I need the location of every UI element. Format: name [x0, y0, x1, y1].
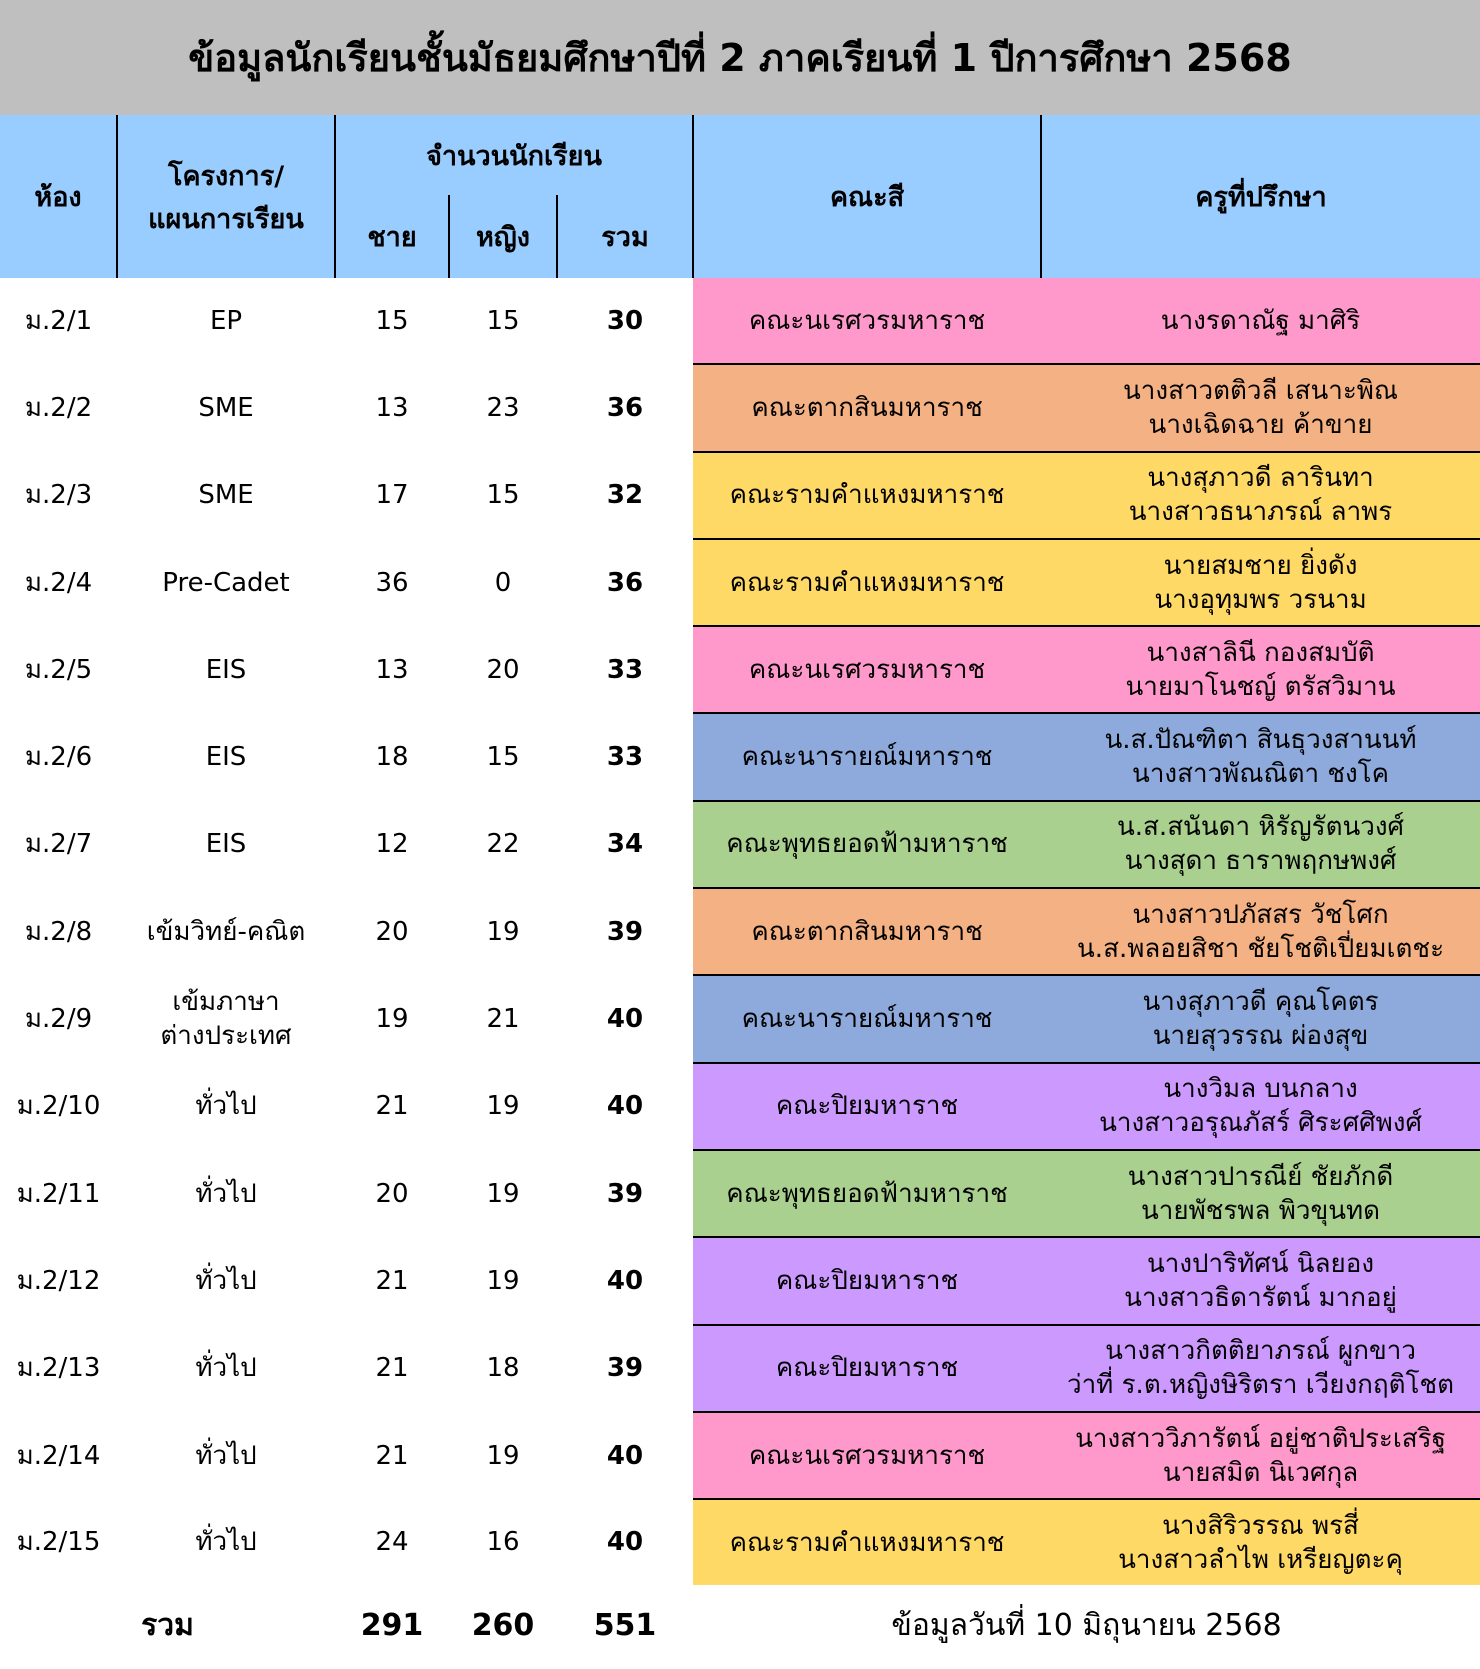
cell-advisor-line: นางสุดา ธาราพฤกษพงศ์ — [1124, 846, 1397, 877]
cell-female-line: 20 — [486, 654, 520, 685]
header-male: ชาย — [335, 195, 449, 278]
cell-room — [0, 1150, 117, 1237]
table-body — [0, 278, 1480, 1585]
cell-advisor-line: นางสาวปารณีย์ ชัยภักดี — [1127, 1161, 1394, 1192]
cell-total — [557, 1325, 693, 1412]
cell-male-line: 13 — [375, 392, 409, 423]
cell-male-line: 21 — [375, 1440, 409, 1471]
cell-total-line: 33 — [606, 742, 644, 773]
cell-male — [335, 1237, 449, 1324]
cell-room-line: ม.2/3 — [24, 480, 93, 511]
cell-room-line: ม.2/7 — [24, 829, 93, 860]
footer-label: รวม — [141, 1607, 194, 1643]
cell-faction — [693, 975, 1041, 1062]
cell-male-line: 36 — [375, 567, 409, 598]
cell-faction-line: คณะนเรศวรมหาราช — [748, 305, 986, 336]
table-header — [0, 115, 1480, 278]
cell-advisor-line: นางสุภาวดี คุณโคตร — [1142, 987, 1379, 1018]
header-program-line2: แผนการเรียน — [148, 203, 304, 235]
cell-total — [557, 626, 693, 713]
cell-total — [557, 364, 693, 451]
cell-faction-line: คณะรามคำแหงมหาราช — [729, 480, 1005, 511]
cell-advisor-line: นางสาวลำไพ เหรียญตะคุ — [1118, 1544, 1403, 1575]
cell-program — [117, 1499, 335, 1585]
header-total: รวม — [557, 195, 693, 278]
cell-male-line: 21 — [375, 1091, 409, 1122]
table-row — [0, 1237, 1480, 1324]
cell-male-line: 13 — [375, 654, 409, 685]
cell-male — [335, 626, 449, 713]
cell-male — [335, 1499, 449, 1585]
cell-room-line: ม.2/14 — [16, 1440, 101, 1471]
cell-female — [449, 539, 557, 626]
cell-faction — [693, 1063, 1041, 1150]
table-row — [0, 1412, 1480, 1499]
student-table — [0, 115, 1480, 1585]
header-program — [117, 115, 335, 278]
cell-advisor — [1041, 1499, 1480, 1585]
cell-advisor-line: นายมาโนชญ์ ตรัสวิมาน — [1125, 671, 1396, 702]
cell-female — [449, 801, 557, 888]
cell-female — [449, 1412, 557, 1499]
cell-faction-line: คณะนเรศวรมหาราช — [748, 654, 986, 685]
cell-advisor-line: นายพัชรพล พิวขุนทด — [1141, 1195, 1381, 1226]
cell-total — [557, 1150, 693, 1237]
cell-faction-line: คณะพุทธยอดฟ้ามหาราช — [726, 1178, 1008, 1209]
cell-room — [0, 888, 117, 975]
cell-room — [0, 1412, 117, 1499]
cell-male — [335, 1150, 449, 1237]
cell-room — [0, 539, 117, 626]
cell-room-line: ม.2/5 — [24, 654, 93, 685]
cell-room — [0, 1325, 117, 1412]
cell-faction — [693, 364, 1041, 451]
cell-faction-line: คณะรามคำแหงมหาราช — [729, 567, 1005, 598]
cell-program — [117, 801, 335, 888]
cell-advisor — [1041, 1150, 1480, 1237]
cell-male-line: 18 — [375, 742, 409, 773]
cell-male-line: 21 — [375, 1353, 409, 1384]
footer-note: ข้อมูลวันที่ 10 มิถุนายน 2568 — [891, 1607, 1282, 1643]
cell-female — [449, 1150, 557, 1237]
cell-program — [117, 452, 335, 539]
cell-total — [557, 801, 693, 888]
cell-program-line: EIS — [205, 829, 247, 860]
cell-advisor — [1041, 539, 1480, 626]
cell-faction — [693, 539, 1041, 626]
cell-advisor-line: นางรดาณัฐ มาศิริ — [1160, 305, 1361, 336]
cell-female-line: 19 — [486, 1178, 520, 1209]
cell-program-line: เข้มวิทย์-คณิต — [146, 916, 306, 947]
cell-total-line: 40 — [606, 1265, 644, 1296]
cell-total — [557, 888, 693, 975]
cell-total-line: 34 — [606, 829, 644, 860]
cell-female-line: 15 — [486, 742, 520, 773]
cell-male — [335, 539, 449, 626]
cell-male — [335, 1063, 449, 1150]
cell-female — [449, 1325, 557, 1412]
cell-faction-line: คณะนารายณ์มหาราช — [741, 742, 993, 773]
cell-advisor-line: ว่าที่ ร.ต.หญิงษิริตรา เวียงกฤติโชต — [1066, 1370, 1455, 1401]
table-row — [0, 888, 1480, 975]
cell-total-line: 32 — [606, 480, 644, 511]
table-row — [0, 975, 1480, 1062]
cell-total — [557, 1412, 693, 1499]
cell-total — [557, 1063, 693, 1150]
cell-faction-line: คณะปิยมหาราช — [775, 1353, 959, 1384]
cell-female-line: 19 — [486, 1091, 520, 1122]
table-row — [0, 1499, 1480, 1585]
cell-advisor-line: นางสาวตติวลี เสนาะพิณ — [1123, 375, 1399, 406]
cell-faction-line: คณะปิยมหาราช — [775, 1091, 959, 1122]
cell-advisor — [1041, 1412, 1480, 1499]
cell-advisor-line: นางสาวพัณณิตา ชงโค — [1132, 759, 1390, 790]
cell-male-line: 17 — [375, 480, 409, 511]
header-advisor: ครูที่ปรึกษา — [1041, 115, 1480, 278]
cell-advisor-line: น.ส.พลอยสิชา ชัยโชติเปี่ยมเตชะ — [1077, 933, 1445, 964]
cell-advisor-line: นางปาริทัศน์ นิลยอง — [1146, 1248, 1375, 1279]
cell-male — [335, 1412, 449, 1499]
table-row — [0, 1150, 1480, 1237]
cell-program — [117, 975, 335, 1062]
cell-male-line: 20 — [375, 916, 409, 947]
cell-program — [117, 1150, 335, 1237]
cell-advisor-line: นายสมิต นิเวศกุล — [1162, 1457, 1359, 1488]
cell-room-line: ม.2/11 — [16, 1178, 101, 1209]
cell-total-line: 40 — [606, 1004, 644, 1035]
cell-program — [117, 1063, 335, 1150]
cell-male-line: 15 — [375, 306, 409, 337]
cell-total-line: 40 — [606, 1091, 644, 1122]
cell-advisor — [1041, 1325, 1480, 1412]
cell-advisor-line: นางอุทุมพร วรนาม — [1154, 584, 1367, 615]
cell-program-line: เข้มภาษา — [172, 987, 280, 1018]
cell-male — [335, 364, 449, 451]
cell-room — [0, 452, 117, 539]
header-students: จำนวนนักเรียน — [335, 115, 693, 195]
cell-room — [0, 801, 117, 888]
cell-advisor — [1041, 713, 1480, 800]
cell-female-line: 0 — [494, 567, 512, 598]
cell-room-line: ม.2/4 — [24, 567, 93, 598]
cell-room — [0, 1063, 117, 1150]
table-row — [0, 364, 1480, 451]
cell-program — [117, 539, 335, 626]
cell-program-line: ทั่วไป — [195, 1265, 257, 1296]
table-row — [0, 539, 1480, 626]
table-row — [0, 1325, 1480, 1412]
cell-total — [557, 539, 693, 626]
cell-total-line: 33 — [606, 654, 644, 685]
cell-faction — [693, 1325, 1041, 1412]
cell-female — [449, 1499, 557, 1585]
cell-faction-line: คณะนารายณ์มหาราช — [741, 1004, 993, 1035]
cell-total-line: 36 — [606, 567, 644, 598]
cell-female-line: 22 — [486, 829, 520, 860]
cell-female — [449, 626, 557, 713]
cell-male — [335, 713, 449, 800]
cell-faction — [693, 452, 1041, 539]
cell-advisor-line: น.ส.สนันดา หิรัญรัตนวงศ์ — [1117, 812, 1405, 843]
cell-female — [449, 278, 557, 364]
cell-faction — [693, 1499, 1041, 1585]
cell-room-line: ม.2/6 — [24, 742, 93, 773]
cell-program-line: ทั่วไป — [195, 1178, 257, 1209]
cell-program-line: Pre-Cadet — [162, 567, 290, 598]
cell-female-line: 23 — [486, 392, 520, 423]
cell-advisor — [1041, 1063, 1480, 1150]
cell-faction — [693, 278, 1041, 364]
cell-program — [117, 1412, 335, 1499]
cell-male-line: 24 — [375, 1527, 409, 1558]
cell-advisor-line: นางวิมล บนกลาง — [1163, 1074, 1358, 1105]
cell-faction — [693, 888, 1041, 975]
cell-faction — [693, 1412, 1041, 1499]
table-row — [0, 801, 1480, 888]
cell-male — [335, 975, 449, 1062]
cell-room — [0, 278, 117, 364]
cell-female — [449, 452, 557, 539]
cell-faction — [693, 626, 1041, 713]
table-row — [0, 278, 1480, 364]
cell-faction — [693, 801, 1041, 888]
cell-room — [0, 364, 117, 451]
cell-advisor-line: นางสาวธิดารัตน์ มากอยู่ — [1124, 1282, 1397, 1313]
cell-male — [335, 278, 449, 364]
cell-total-line: 39 — [606, 916, 644, 947]
header-faction: คณะสี — [693, 115, 1041, 278]
cell-advisor — [1041, 452, 1480, 539]
table-row — [0, 1063, 1480, 1150]
cell-advisor-line: นางสาลินี กองสมบัติ — [1146, 637, 1375, 668]
cell-advisor-line: นางสาวอรุณภัสร์ ศิระศศิพงศ์ — [1099, 1108, 1422, 1139]
cell-faction — [693, 1150, 1041, 1237]
cell-room-line: ม.2/8 — [24, 916, 93, 947]
cell-advisor-line: นางเฉิดฉาย ค้าขาย — [1148, 409, 1373, 440]
footer-male: 291 — [360, 1607, 424, 1643]
cell-female — [449, 1063, 557, 1150]
cell-program-line: SME — [198, 392, 254, 423]
cell-room-line: ม.2/1 — [24, 306, 93, 337]
cell-advisor-line: นางสิริวรรณ พรสี่ — [1162, 1510, 1359, 1541]
cell-program-line: EP — [209, 306, 243, 337]
cell-female-line: 18 — [486, 1353, 520, 1384]
cell-male — [335, 888, 449, 975]
cell-faction — [693, 1237, 1041, 1324]
cell-total — [557, 975, 693, 1062]
cell-total-line: 30 — [606, 306, 644, 337]
cell-room — [0, 1237, 117, 1324]
cell-advisor-line: นายสุวรรณ ผ่องสุข — [1152, 1021, 1369, 1052]
header-female: หญิง — [449, 195, 557, 278]
cell-program — [117, 713, 335, 800]
cell-advisor-line: นางสาวธนาภรณ์ ลาพร — [1128, 497, 1393, 528]
cell-program — [117, 626, 335, 713]
cell-total-line: 40 — [606, 1440, 644, 1471]
table-row — [0, 713, 1480, 800]
cell-room — [0, 626, 117, 713]
cell-program — [117, 364, 335, 451]
cell-advisor — [1041, 801, 1480, 888]
cell-total-line: 39 — [606, 1178, 644, 1209]
cell-advisor-line: น.ส.ปัณฑิตา สินธุวงสานนท์ — [1104, 725, 1417, 756]
cell-male-line: 20 — [375, 1178, 409, 1209]
cell-total — [557, 452, 693, 539]
cell-program-line: ทั่วไป — [195, 1527, 257, 1558]
cell-faction-line: คณะตากสินมหาราช — [751, 916, 983, 947]
cell-room-line: ม.2/2 — [24, 392, 93, 423]
cell-male — [335, 1325, 449, 1412]
cell-total — [557, 1237, 693, 1324]
cell-advisor — [1041, 278, 1480, 364]
header-room: ห้อง — [0, 115, 117, 278]
cell-advisor-line: นางสาวกิตติยาภรณ์ ผูกขาว — [1105, 1336, 1416, 1367]
cell-advisor-line: นางสุภาวดี ลารินทา — [1147, 463, 1374, 494]
cell-advisor-line: นายสมชาย ยิ่งดัง — [1163, 550, 1358, 581]
cell-program-line: ทั่วไป — [195, 1353, 257, 1384]
cell-program-line: ทั่วไป — [195, 1440, 257, 1471]
cell-advisor-line: นางสาววิภารัตน์ อยู่ชาติประเสริฐ — [1075, 1423, 1446, 1454]
cell-room-line: ม.2/9 — [24, 1004, 93, 1035]
cell-faction — [693, 713, 1041, 800]
cell-advisor — [1041, 364, 1480, 451]
cell-male — [335, 801, 449, 888]
footer-female: 260 — [471, 1607, 535, 1643]
cell-total — [557, 713, 693, 800]
cell-male-line: 12 — [375, 829, 409, 860]
cell-program — [117, 888, 335, 975]
cell-advisor — [1041, 975, 1480, 1062]
cell-faction-line: คณะนเรศวรมหาราช — [748, 1440, 986, 1471]
cell-total-line: 40 — [606, 1527, 644, 1558]
cell-program — [117, 278, 335, 364]
cell-total-line: 36 — [606, 392, 644, 423]
cell-male — [335, 452, 449, 539]
cell-male-line: 21 — [375, 1265, 409, 1296]
cell-room — [0, 1499, 117, 1585]
cell-advisor — [1041, 626, 1480, 713]
cell-female-line: 15 — [486, 480, 520, 511]
table-footer — [0, 1585, 1480, 1665]
cell-female-line: 16 — [486, 1527, 520, 1558]
cell-program-line: EIS — [205, 742, 247, 773]
cell-female — [449, 364, 557, 451]
cell-program — [117, 1325, 335, 1412]
table-row — [0, 452, 1480, 539]
cell-program-line: ต่างประเทศ — [160, 1021, 292, 1052]
cell-room — [0, 975, 117, 1062]
cell-female-line: 19 — [486, 1440, 520, 1471]
cell-female — [449, 975, 557, 1062]
cell-total-line: 39 — [606, 1353, 644, 1384]
cell-total — [557, 278, 693, 364]
cell-room-line: ม.2/12 — [16, 1265, 101, 1296]
cell-program — [117, 1237, 335, 1324]
cell-female — [449, 713, 557, 800]
cell-program-line: SME — [198, 480, 254, 511]
cell-room-line: ม.2/10 — [16, 1091, 101, 1122]
header-program-line1: โครงการ/ — [167, 160, 285, 192]
cell-faction-line: คณะรามคำแหงมหาราช — [729, 1527, 1005, 1558]
cell-room — [0, 713, 117, 800]
cell-program-line: ทั่วไป — [195, 1091, 257, 1122]
page-title: ข้อมูลนักเรียนชั้นมัธยมศึกษาปีที่ 2 ภาคเรียนที่ 1 ปีการศึกษา 2568 — [0, 0, 1480, 115]
cell-female-line: 19 — [486, 1265, 520, 1296]
cell-advisor-line: นางสาวปภัสสร วัชโศก — [1132, 899, 1389, 930]
cell-room-line: ม.2/13 — [16, 1353, 101, 1384]
cell-program-line: EIS — [205, 654, 247, 685]
footer-total: 551 — [593, 1607, 657, 1643]
cell-female — [449, 888, 557, 975]
cell-faction-line: คณะปิยมหาราช — [775, 1265, 959, 1296]
cell-room-line: ม.2/15 — [16, 1527, 101, 1558]
cell-faction-line: คณะตากสินมหาราช — [751, 392, 983, 423]
cell-female-line: 21 — [486, 1004, 520, 1035]
cell-female-line: 15 — [486, 306, 520, 337]
cell-total — [557, 1499, 693, 1585]
cell-female-line: 19 — [486, 916, 520, 947]
cell-male-line: 19 — [375, 1004, 409, 1035]
cell-advisor — [1041, 1237, 1480, 1324]
cell-female — [449, 1237, 557, 1324]
cell-advisor — [1041, 888, 1480, 975]
cell-faction-line: คณะพุทธยอดฟ้ามหาราช — [726, 829, 1008, 860]
table-row — [0, 626, 1480, 713]
